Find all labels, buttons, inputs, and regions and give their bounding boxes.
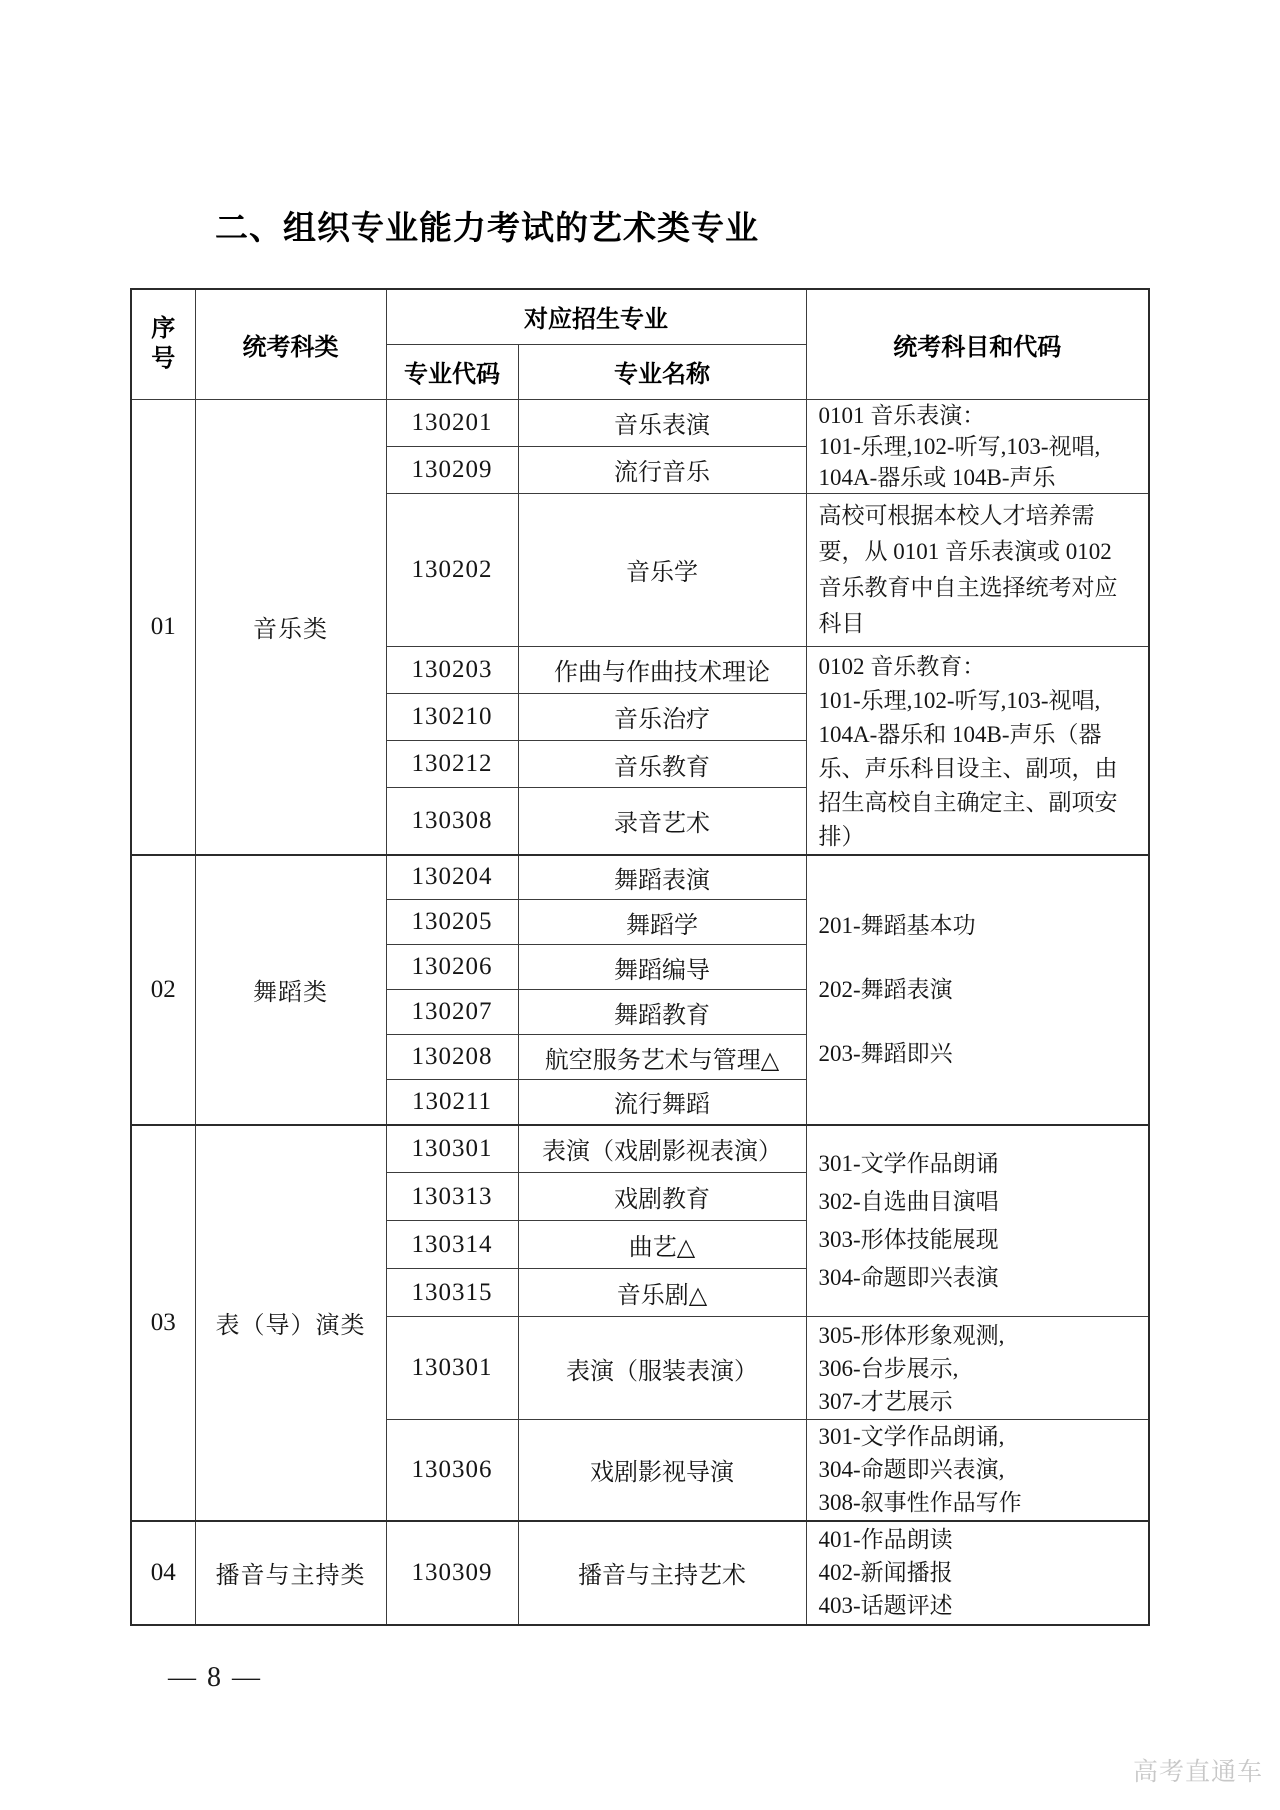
watermark: 高考直通车	[1133, 1758, 1264, 1786]
subjects-cell	[806, 493, 1149, 646]
header-seq	[131, 289, 195, 399]
name-cell: 录音艺术	[518, 788, 806, 855]
text-line: 403-话题评述	[818, 1593, 953, 1618]
table-row	[131, 1521, 1149, 1625]
header-major-name: 专业名称	[518, 344, 806, 399]
code-cell: 130204	[386, 855, 518, 900]
text-line: 101-乐理,102-听写,103-视唱,	[818, 687, 1101, 713]
text-line: 203-舞蹈即兴	[818, 1040, 953, 1066]
name-cell: 音乐剧△	[518, 1269, 806, 1317]
text-line: 201-舞蹈基本功	[818, 912, 976, 938]
name-cell: 舞蹈教育	[518, 990, 806, 1035]
code-cell: 130202	[386, 493, 518, 646]
name-cell: 作曲与作曲技术理论	[518, 646, 806, 693]
text-line: 301-文学作品朗诵	[818, 1150, 999, 1176]
table-header-row	[131, 289, 1149, 344]
text-line: 招生高校自主确定主、副项安	[818, 789, 1118, 815]
category-cell: 音乐类	[195, 399, 386, 855]
table-row	[131, 1125, 1149, 1173]
name-cell: 曲艺△	[518, 1221, 806, 1269]
text-line: 101-乐理,102-听写,103-视唱,	[818, 433, 1101, 459]
text-line: 要，从 0101 音乐表演或 0102	[818, 538, 1112, 564]
name-cell: 表演（戏剧影视表演）	[518, 1125, 806, 1173]
subjects-cell	[806, 855, 1149, 1125]
name-cell: 戏剧教育	[518, 1173, 806, 1221]
name-cell: 音乐学	[518, 493, 806, 646]
text-line: 0102 音乐教育：	[818, 653, 986, 679]
header-category: 统考科类	[195, 289, 386, 399]
category-cell: 表（导）演类	[195, 1125, 386, 1521]
text-line: 303-形体技能展现	[818, 1226, 999, 1252]
name-cell: 音乐表演	[518, 399, 806, 446]
majors-table	[130, 288, 1150, 1626]
name-cell: 航空服务艺术与管理△	[518, 1035, 806, 1080]
name-cell: 舞蹈学	[518, 900, 806, 945]
code-cell: 130308	[386, 788, 518, 855]
subjects-cell	[806, 1317, 1149, 1420]
category-cell: 舞蹈类	[195, 855, 386, 1125]
text-line: 序	[151, 315, 176, 343]
text-line: 401-作品朗读	[818, 1527, 953, 1552]
code-cell: 130315	[386, 1269, 518, 1317]
text-line: 304-命题即兴表演,	[818, 1457, 1005, 1483]
header-subjects: 统考科目和代码	[806, 289, 1149, 399]
code-cell: 130201	[386, 399, 518, 446]
text-line: 304-命题即兴表演	[818, 1264, 999, 1290]
text-line: 302-自选曲目演唱	[818, 1188, 999, 1214]
code-cell: 130211	[386, 1080, 518, 1125]
text-line: 0101 音乐表演：	[818, 402, 986, 428]
code-cell: 130210	[386, 693, 518, 740]
name-cell: 播音与主持艺术	[518, 1521, 806, 1625]
name-cell: 流行舞蹈	[518, 1080, 806, 1125]
code-cell: 130301	[386, 1317, 518, 1420]
category-cell: 播音与主持类	[195, 1521, 386, 1625]
code-cell: 130309	[386, 1521, 518, 1625]
code-cell: 130209	[386, 446, 518, 493]
subjects-cell	[806, 399, 1149, 493]
text-line: 104A-器乐或 104B-声乐	[818, 464, 1056, 490]
seq-cell: 02	[131, 855, 195, 1125]
name-cell: 音乐教育	[518, 741, 806, 788]
subjects-cell	[806, 1521, 1149, 1625]
text-line: 科目	[818, 610, 865, 636]
text-line: 乐、声乐科目设主、副项，由	[818, 755, 1118, 781]
subjects-cell	[806, 646, 1149, 855]
name-cell: 流行音乐	[518, 446, 806, 493]
text-line: 308-叙事性作品写作	[818, 1490, 1022, 1516]
page-title: 二、组织专业能力考试的艺术类专业	[215, 209, 759, 246]
text-line: 306-台步展示,	[818, 1355, 959, 1381]
seq-cell: 04	[131, 1521, 195, 1625]
name-cell: 音乐治疗	[518, 693, 806, 740]
text-line: 104A-器乐和 104B-声乐（器	[818, 721, 1102, 747]
text-line: 排）	[818, 823, 865, 849]
name-cell: 舞蹈编导	[518, 945, 806, 990]
seq-cell: 03	[131, 1125, 195, 1521]
code-cell: 130208	[386, 1035, 518, 1080]
code-cell: 130212	[386, 741, 518, 788]
text-line: 301-文学作品朗诵,	[818, 1424, 1005, 1450]
code-cell: 130301	[386, 1125, 518, 1173]
text-line: 音乐教育中自主选择统考对应	[818, 574, 1118, 600]
code-cell: 130314	[386, 1221, 518, 1269]
code-cell: 130313	[386, 1173, 518, 1221]
code-cell: 130203	[386, 646, 518, 693]
text-line: 高校可根据本校人才培养需	[818, 502, 1095, 528]
text-line: 402-新闻播报	[818, 1560, 953, 1585]
text-line: 307-才艺展示	[818, 1388, 953, 1414]
text-line: 305-形体形象观测,	[818, 1322, 1005, 1348]
table-row	[131, 855, 1149, 900]
subjects-cell	[806, 1125, 1149, 1317]
text-line: 202-舞蹈表演	[818, 976, 953, 1002]
page-number: — 8 —	[168, 1662, 262, 1693]
header-majors-group: 对应招生专业	[386, 289, 806, 344]
table-row	[131, 399, 1149, 446]
subjects-cell	[806, 1420, 1149, 1521]
header-major-code: 专业代码	[386, 344, 518, 399]
name-cell: 舞蹈表演	[518, 855, 806, 900]
code-cell: 130205	[386, 900, 518, 945]
code-cell: 130206	[386, 945, 518, 990]
code-cell: 130306	[386, 1420, 518, 1521]
name-cell: 戏剧影视导演	[518, 1420, 806, 1521]
seq-cell: 01	[131, 399, 195, 855]
code-cell: 130207	[386, 990, 518, 1035]
text-line: 号	[151, 345, 176, 373]
name-cell: 表演（服装表演）	[518, 1317, 806, 1420]
